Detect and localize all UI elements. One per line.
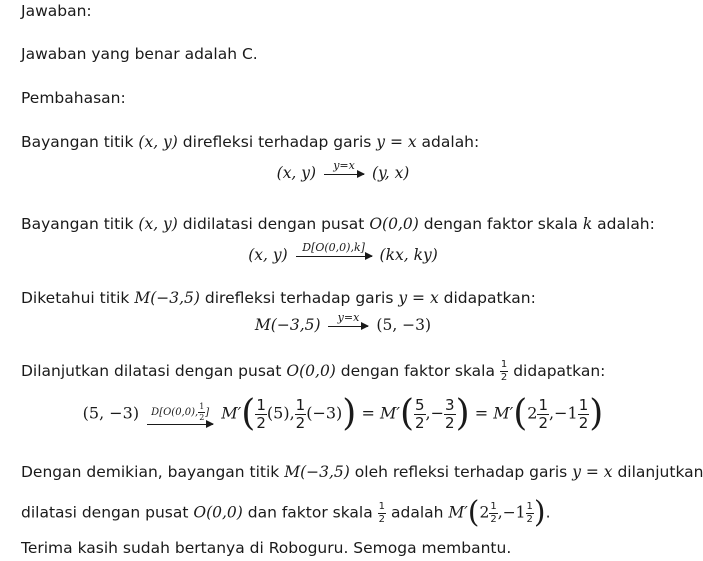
text-segment: direfleksi terhadap garis [204, 289, 394, 307]
equation-reflection [0, 160, 686, 182]
fraction-denominator: 2 [578, 413, 589, 432]
fraction-numerator: 1 [256, 395, 266, 414]
paren-open: ( [513, 393, 528, 434]
math-Mprime: M′ [379, 403, 400, 423]
math-center: O(0,0) [286, 362, 336, 380]
math-Mprime: M′ [448, 503, 468, 522]
arrow-shaft [328, 326, 368, 327]
arrow-label: y=x [337, 311, 360, 324]
text-segment: dengan faktor skala [340, 362, 495, 380]
math-left: M(−3,5) [254, 316, 321, 334]
text-segment: dilanjutkan [617, 463, 703, 481]
fraction-numerator: 1 [199, 402, 205, 411]
fraction-three-halves [444, 395, 456, 432]
fraction-denominator: 2 [538, 413, 549, 432]
fraction-half [526, 502, 534, 525]
math-neg-three: (−3) [306, 403, 343, 423]
text-segment: didapatkan: [443, 289, 536, 307]
math-comma: , [549, 403, 555, 423]
text-segment: Dilanjutkan dilatasi dengan pusat [21, 362, 282, 380]
transform-arrow [328, 312, 368, 334]
arrow-shaft [147, 424, 213, 425]
math-whole-two: 2 [479, 503, 490, 522]
fraction-numerator: 3 [445, 395, 455, 414]
math-k: k [582, 215, 593, 233]
penutup-line: Terima kasih sudah bertanya di Roboguru. Semoga membantu. [21, 539, 512, 557]
paren-close: ) [533, 495, 546, 530]
math-point-M: M(−3,5) [284, 463, 350, 481]
text-segment: Bayangan titik [21, 215, 134, 233]
fraction-half [537, 395, 549, 432]
text-segment: Dengan demikian, bayangan titik [21, 463, 280, 481]
fraction-denominator: 2 [256, 413, 266, 432]
math-center: O(0,0) [369, 215, 419, 233]
fraction-half [295, 395, 307, 432]
paren-close: ) [342, 393, 357, 434]
math-comma: , [497, 503, 503, 522]
kesimpulan-line-1 [21, 462, 703, 482]
paren-open: ( [241, 393, 256, 434]
fraction-denominator: 2 [199, 413, 205, 422]
math-right: (y, x) [371, 164, 410, 182]
paren-open: ( [467, 495, 480, 530]
equation-reflection-M [0, 312, 686, 334]
fraction-denominator: 2 [445, 413, 455, 432]
math-line: y = x [572, 463, 613, 481]
fraction-numerator: 1 [295, 395, 306, 414]
fraction-numerator: 5 [415, 395, 425, 414]
math-left: (x, y) [248, 246, 288, 264]
math-line: y = x [398, 289, 439, 307]
diketahui-line [21, 288, 536, 308]
text-segment: dilatasi dengan pusat [21, 503, 189, 522]
text-segment: adalah: [597, 215, 655, 233]
transform-arrow [324, 160, 364, 182]
math-right: (5, −3) [376, 316, 432, 334]
math-right: (kx, ky) [379, 246, 438, 264]
dilatasi-intro [21, 214, 655, 234]
refleksi-intro [21, 132, 479, 152]
equation-final [0, 393, 686, 434]
fraction-half [378, 502, 386, 525]
text-segment: didilatasi dengan pusat [182, 215, 365, 233]
pembahasan-label: Pembahasan: [21, 89, 126, 107]
fraction-five-halves [414, 395, 426, 432]
arrow-label-prefix: D[O(0,0), [151, 407, 199, 418]
math-equals: = [474, 403, 489, 423]
fraction-numerator: 1 [526, 500, 533, 512]
math-Mprime: M′ [221, 403, 242, 423]
arrow-label: D[O(0,0),k] [302, 241, 365, 254]
arrow-label [147, 403, 213, 422]
fraction-half [489, 502, 497, 525]
paren-close: ) [455, 393, 470, 434]
text-segment: adalah: [421, 133, 480, 151]
fraction-half [578, 395, 590, 432]
jawaban-label: Jawaban: [21, 2, 92, 20]
math-Mprime: M′ [493, 403, 514, 423]
math-center: O(0,0) [193, 503, 243, 522]
text-segment: Bayangan titik [21, 133, 134, 151]
math-point-M: M(−3,5) [134, 289, 200, 307]
math-line: y = x [376, 133, 417, 151]
text-segment: Diketahui titik [21, 289, 130, 307]
math-point: (x, y) [138, 133, 178, 151]
transform-arrow [147, 403, 213, 432]
fraction-half [500, 360, 508, 383]
math-equals: = [361, 403, 375, 423]
fraction-numerator: 1 [538, 395, 549, 414]
fraction-numerator: 1 [578, 395, 589, 414]
jawaban-text: Jawaban yang benar adalah C. [21, 45, 258, 63]
arrow-label: y=x [333, 159, 355, 172]
fraction-denominator: 2 [500, 372, 508, 383]
kesimpulan-line-2 [21, 495, 551, 530]
lanjut-line [21, 358, 605, 384]
math-point: (x, y) [138, 215, 178, 233]
math-whole-two: 2 [527, 403, 538, 423]
fraction-denominator: 2 [378, 513, 386, 525]
paren-close: ) [589, 393, 604, 434]
math-comma: , [425, 403, 431, 423]
math-paren-five: (5) [266, 403, 290, 423]
fraction-denominator: 2 [295, 413, 306, 432]
text-segment: dan faktor skala [247, 503, 373, 522]
math-comma: , [289, 403, 295, 423]
math-minus: − [430, 403, 445, 423]
math-left: (x, y) [276, 164, 317, 182]
text-segment: adalah [390, 503, 444, 522]
math-left: (5, −3) [82, 403, 140, 423]
arrow-shaft [324, 174, 364, 175]
text-segment: direfleksi terhadap garis [182, 133, 372, 151]
fraction-denominator: 2 [415, 413, 425, 432]
fraction-numerator: 1 [490, 500, 497, 512]
fraction-denominator: 2 [526, 513, 533, 525]
fraction-numerator: 1 [500, 359, 508, 370]
equation-dilation [0, 242, 686, 264]
arrow-label-suffix: ] [205, 407, 210, 418]
text-segment: oleh refleksi terhadap garis [354, 463, 568, 481]
fraction-numerator: 1 [378, 500, 386, 512]
text-segment: didapatkan: [513, 362, 606, 380]
math-whole-neg-one: −1 [554, 403, 578, 423]
transform-arrow [296, 242, 372, 264]
paren-open: ( [399, 393, 414, 434]
fraction-denominator: 2 [490, 513, 497, 525]
arrow-shaft [296, 256, 372, 257]
fraction-half [255, 395, 267, 432]
period: . [545, 503, 551, 522]
text-segment: dengan faktor skala [423, 215, 578, 233]
math-whole-neg-one: −1 [502, 503, 526, 522]
